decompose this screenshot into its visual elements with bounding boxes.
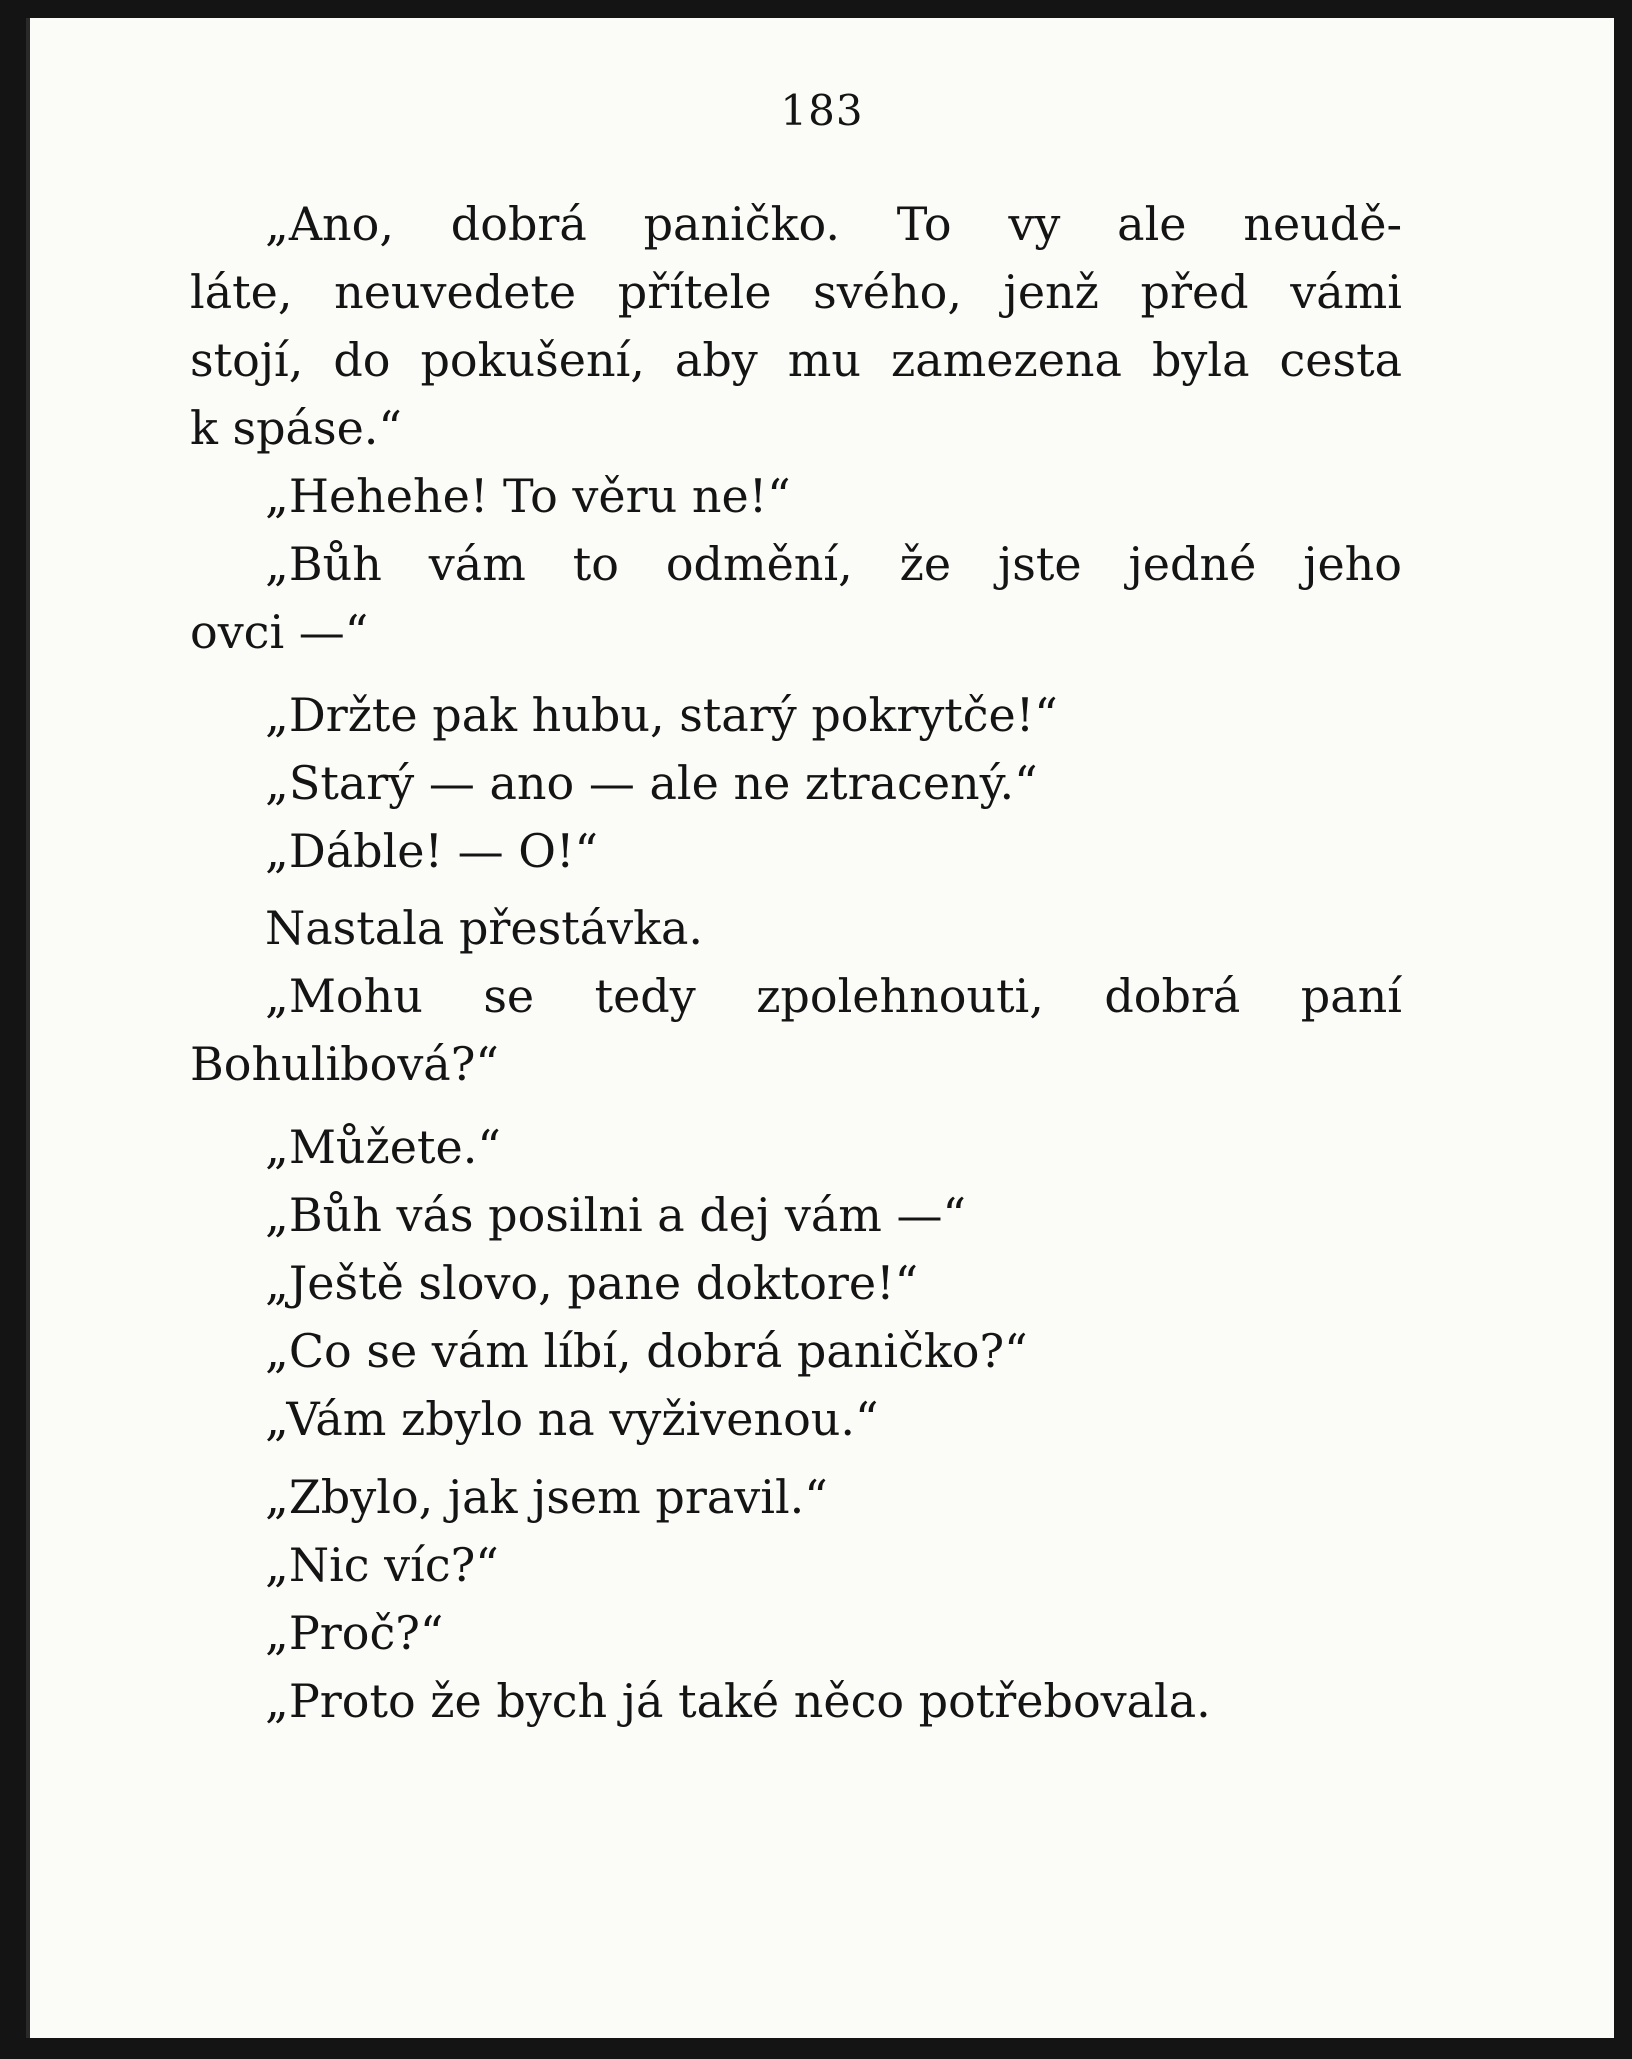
page-number: 183: [780, 86, 864, 135]
text-line: „Dáble! — O!“: [265, 824, 598, 878]
text-line: láte, neuvedete přítele svého, jenž před vámi: [190, 265, 1402, 319]
text-line: „Zbylo, jak jsem pravil.“: [265, 1470, 828, 1524]
text-line: „Starý — ano — ale ne ztracený.“: [265, 756, 1038, 810]
text-line: ovci —“: [190, 605, 369, 659]
text-line: „Co se vám líbí, dobrá paničko?“: [265, 1324, 1028, 1378]
text-line: „Držte pak hubu, starý pokrytče!“: [265, 688, 1058, 742]
text-line: „Hehehe! To věru ne!“: [265, 469, 791, 523]
text-line: „Mohu se tedy zpolehnouti, dobrá paní: [265, 969, 1402, 1023]
text-line: Nastala přestávka.: [265, 901, 704, 955]
text-line: Bohulibová?“: [190, 1037, 499, 1091]
book-page: [26, 18, 1614, 2038]
text-line: „Nic víc?“: [265, 1538, 499, 1592]
text-line: „Ještě slovo, pane doktore!“: [265, 1256, 919, 1310]
text-line: „Vám zbylo na vyživenou.“: [265, 1392, 879, 1446]
text-line: „Bůh vás posilni a dej vám —“: [265, 1188, 967, 1242]
text-line: „Můžete.“: [265, 1120, 501, 1174]
text-line: k spáse.“: [190, 401, 402, 455]
text-line: „Proto že bych já také něco potřebovala.: [265, 1674, 1211, 1728]
text-line: „Proč?“: [265, 1606, 444, 1660]
text-line: stojí, do pokušení, aby mu zamezena byla cesta: [190, 333, 1402, 387]
text-line: „Ano, dobrá paničko. To vy ale neudě-: [265, 197, 1402, 251]
text-line: „Bůh vám to odmění, že jste jedné jeho: [265, 537, 1402, 591]
